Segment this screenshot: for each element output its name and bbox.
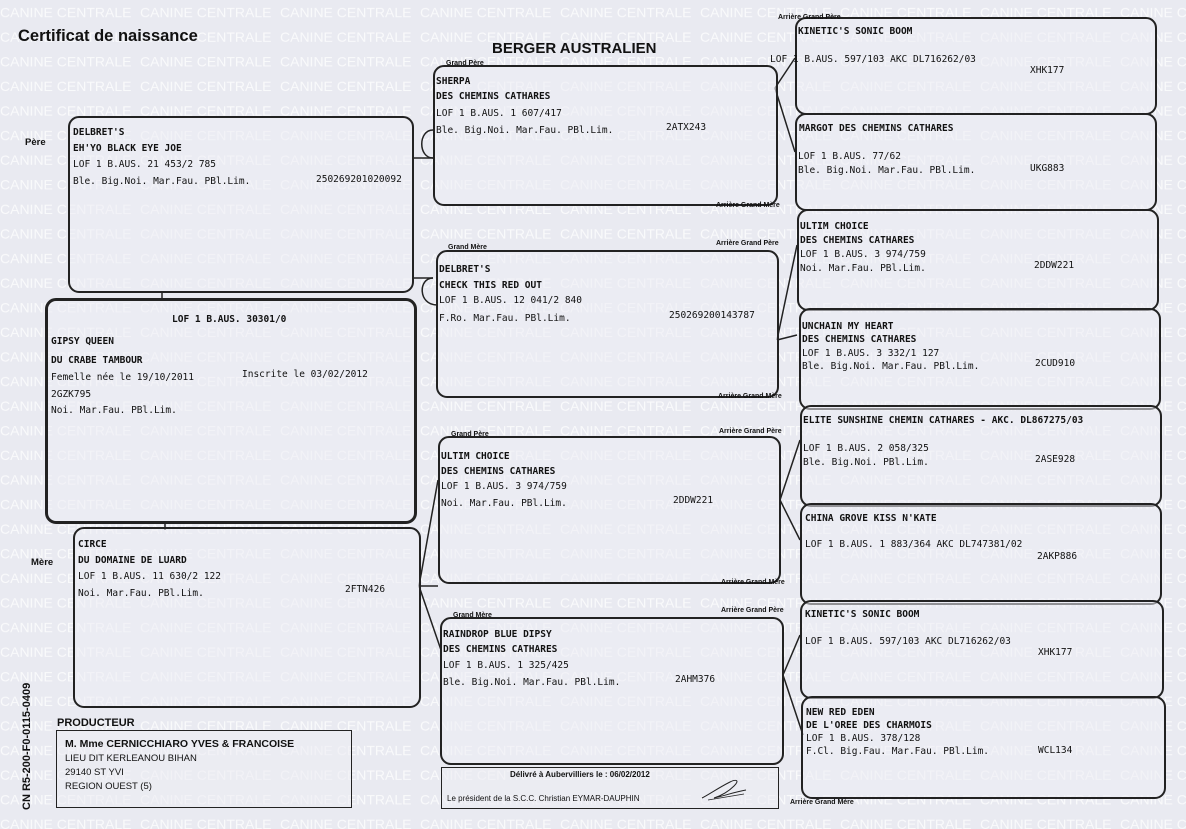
gp2-name: DELBRET'S [439,264,491,275]
great-grandparent-box-3 [797,209,1159,311]
gp4-name2: DES CHEMINS CATHARES [443,644,558,655]
gp4-name: RAINDROP BLUE DIPSY [443,629,552,640]
great-grandparent-box-4 [799,308,1161,410]
grandparent-box-2 [436,250,779,398]
ggp3-name2: DES CHEMINS CATHARES [800,235,915,246]
gp3-lof: LOF 1 B.AUS. 3 974/759 [441,481,567,492]
ggp4-id: 2CUD910 [1035,358,1076,369]
breed-title: BERGER AUSTRALIEN [492,40,657,57]
ggp4-color: Ble. Big.Noi. Mar.Fau. PBl.Lim. [802,361,980,372]
ggp8-name2: DE L'OREE DES CHARMOIS [806,720,932,731]
gp3-color: Noi. Mar.Fau. PBl.Lim. [441,498,567,509]
producer-line3: REGION OUEST (5) [65,781,152,792]
gp1-name2: DES CHEMINS CATHARES [436,91,551,102]
gp4-id: 2AHM376 [675,674,716,685]
dog-lof: LOF 1 B.AUS. 30301/0 [172,314,287,325]
producer-line1: LIEU DIT KERLEANOU BIHAN [65,753,197,764]
ggp7-lof: LOF 1 B.AUS. 597/103 AKC DL716262/03 [805,636,1011,647]
delivery-date: Délivré à Aubervilliers le : 06/02/2012 [510,770,650,779]
ggp8-name: NEW RED EDEN [806,707,875,718]
ggp3-color: Noi. Mar.Fau. PBl.Lim. [800,263,926,274]
label-arriere-grand-pere-1: Arrière Grand Père [778,14,841,21]
grandparent-box-3 [438,436,781,584]
ggp4-name2: DES CHEMINS CATHARES [802,334,917,345]
gp2-color: F.Ro. Mar.Fau. PBl.Lim. [439,313,571,324]
mere-label: Mère [31,557,54,568]
dog-id: 2GZK795 [51,389,92,400]
producer-line2: 29140 ST YVI [65,767,124,778]
ggp1-name: KINETIC'S SONIC BOOM [798,26,913,37]
label-arriere-grand-mere-2: Arrière Grand Mère [718,393,782,400]
ggp2-lof: LOF 1 B.AUS. 77/62 [798,151,901,162]
father-color: Ble. Big.Noi. Mar.Fau. PBl.Lim. [73,176,251,187]
ggp8-id: WCL134 [1038,745,1073,756]
gp4-color: Ble. Big.Noi. Mar.Fau. PBl.Lim. [443,677,621,688]
signature [700,776,748,804]
mother-name2: DU DOMAINE DE LUARD [78,555,187,566]
gp2-name2: CHECK THIS RED OUT [439,280,542,291]
gp1-name: SHERPA [436,76,471,87]
ggp2-name: MARGOT DES CHEMINS CATHARES [799,123,954,134]
father-name: DELBRET'S [73,127,125,138]
document-title: Certificat de naissance [18,27,198,45]
ggp3-lof: LOF 1 B.AUS. 3 974/759 [800,249,926,260]
subject-dog-box [45,298,417,524]
great-grandparent-box-7 [800,600,1164,699]
mother-id: 2FTN426 [345,584,386,595]
great-grandparent-box-8 [801,696,1166,799]
label-grand-pere-2: Grand Père [451,431,489,438]
ggp7-name: KINETIC'S SONIC BOOM [805,609,920,620]
ggp8-color: F.Cl. Big.Fau. Mar.Fau. PBl.Lim. [806,746,990,757]
delivery-box [441,767,779,809]
gp1-lof: LOF 1 B.AUS. 1 607/417 [436,108,562,119]
label-arriere-grand-mere-3: Arrière Grand Mère [721,579,785,586]
grandparent-box-1 [433,65,778,206]
producer-heading: PRODUCTEUR [57,717,135,729]
mother-box [73,527,421,708]
gp2-lof: LOF 1 B.AUS. 12 041/2 840 [439,295,582,306]
ggp5-id: 2ASE928 [1035,454,1076,465]
label-arriere-grand-mere-4: Arrière Grand Mère [790,799,854,806]
producer-name: M. Mme CERNICCHIARO YVES & FRANCOISE [65,738,295,750]
father-name2: EH'YO BLACK EYE JOE [73,143,182,154]
ggp4-lof: LOF 1 B.AUS. 3 332/1 127 [802,348,940,359]
great-grandparent-box-2 [795,113,1157,211]
gp3-name: ULTIM CHOICE [441,451,510,462]
great-grandparent-box-6 [800,503,1162,605]
father-box [68,116,414,293]
ggp1-lof: LOF 1 B.AUS. 597/103 AKC DL716262/03 [770,54,976,65]
ggp4-name: UNCHAIN MY HEART [802,321,894,332]
ggp5-color: Ble. Big.Noi. PBl.Lim. [803,457,929,468]
label-grand-mere-1: Grand Mère [448,244,487,251]
label-grand-mere-2: Grand Mère [453,612,492,619]
label-arriere-grand-mere-1: Arrière Grand Mère [716,202,780,209]
father-id: 250269201020092 [316,174,402,185]
ggp2-id: UKG883 [1030,163,1065,174]
gp3-name2: DES CHEMINS CATHARES [441,466,556,477]
pere-label: Père [25,137,46,148]
dog-color: Noi. Mar.Fau. PBl.Lim. [51,405,177,416]
ggp8-lof: LOF 1 B.AUS. 378/128 [806,733,921,744]
ggp6-name: CHINA GROVE KISS N'KATE [805,513,937,524]
ggp6-lof: LOF 1 B.AUS. 1 883/364 AKC DL747381/02 [805,539,1023,550]
president-line: Le président de la S.C.C. Christian EYMAR-DAUPHIN [447,794,640,803]
dog-affix: DU CRABE TAMBOUR [51,355,143,366]
gp4-lof: LOF 1 B.AUS. 1 325/425 [443,660,569,671]
ggp2-color: Ble. Big.Noi. Mar.Fau. PBl.Lim. [798,165,976,176]
dog-registered: Inscrite le 03/02/2012 [242,369,368,380]
ggp5-name: ELITE SUNSHINE CHEMIN CATHARES - AKC. DL867275/03 [803,415,1084,426]
grandparent-box-4 [440,617,784,765]
dog-born: Femelle née le 19/10/2011 [51,372,194,383]
label-arriere-grand-pere-4: Arrière Grand Père [721,607,784,614]
ggp5-lof: LOF 1 B.AUS. 2 058/325 [803,443,929,454]
label-grand-pere-1: Grand Père [446,60,484,67]
label-arriere-grand-pere-3: Arrière Grand Père [719,428,782,435]
mother-name: CIRCE [78,539,107,550]
side-code: CN R5-200-F0-0115-0409 [21,682,33,810]
gp1-id: 2ATX243 [666,122,707,133]
ggp7-id: XHK177 [1038,647,1073,658]
ggp3-name: ULTIM CHOICE [800,221,869,232]
mother-lof: LOF 1 B.AUS. 11 630/2 122 [78,571,221,582]
producer-box [56,730,352,808]
great-grandparent-box-5 [800,405,1162,507]
label-arriere-grand-pere-2: Arrière Grand Père [716,240,779,247]
gp2-id: 250269200143787 [669,310,755,321]
father-lof: LOF 1 B.AUS. 21 453/2 785 [73,159,216,170]
dog-name: GIPSY QUEEN [51,336,114,347]
ggp1-id: XHK177 [1030,65,1065,76]
gp1-color: Ble. Big.Noi. Mar.Fau. PBl.Lim. [436,125,614,136]
mother-color: Noi. Mar.Fau. PBl.Lim. [78,588,204,599]
ggp6-id: 2AKP886 [1037,551,1078,562]
gp3-id: 2DDW221 [673,495,714,506]
ggp3-id: 2DDW221 [1034,260,1075,271]
